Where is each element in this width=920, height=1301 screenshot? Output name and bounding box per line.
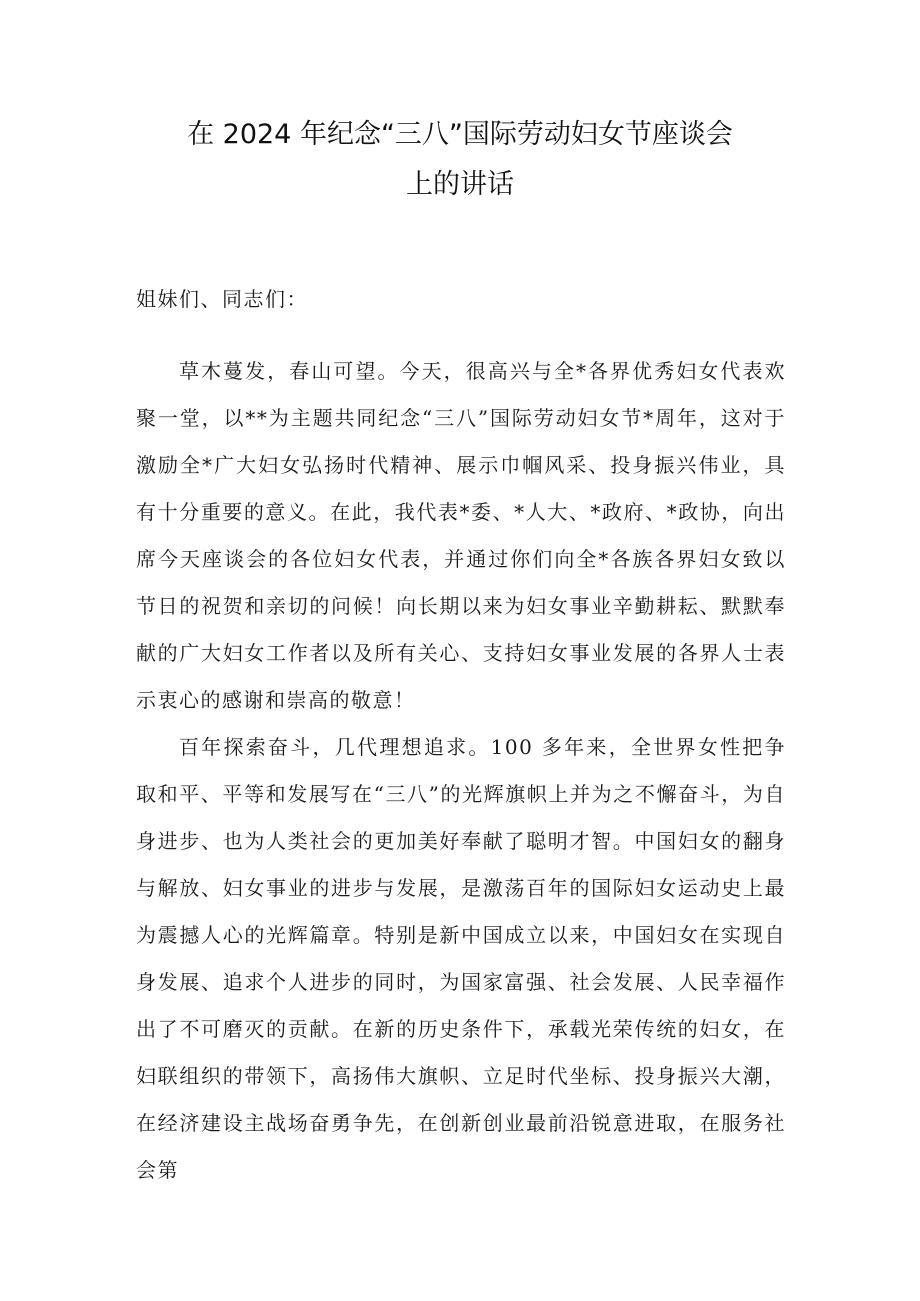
salutation: 姐妹们、同志们： [136, 287, 308, 311]
document-title-line-1: 在 2024 年纪念“三八”国际劳动妇女节座谈会 [187, 119, 733, 150]
document-title-line-2: 上的讲话 [406, 169, 514, 200]
paragraph-2: 百年探索奋斗，几代理想追求。100 多年来，全世界女性把争取和平、平等和发展写在“三八”的光辉旗帜上并为之不懈奋斗，为自身进步、也为人类社会的更加美好奉献了聪明才智。中国妇女的翻身与解放、妇女事业的进步与发展，是激荡百年的国际妇女运动史上最为震撼人心的光辉篇章。特别是新中国成立以来，中国妇女在实现自身发展、追求个人进步的同时，为国家富强、社会发展、人民幸福作出了不可磨灭的贡献。在新的历史条件下，承载光荣传统的妇女，在妇联组织的带领下，高扬伟大旗帜、立足时代坐标、投身振兴大潮，在经济建设主战场奋勇争先，在创新创业最前沿锐意进取，在服务社会第 [136, 735, 786, 1182]
paragraph-1: 草木蔓发，春山可望。今天，很高兴与全*各界优秀妇女代表欢聚一堂，以**为主题共同纪念“三八”国际劳动妇女节*周年，这对于激励全*广大妇女弘扬时代精神、展示巾帼风采、投身振兴伟业，具有十分重要的意义。在此，我代表*委、*人大、*政府、*政协，向出席今天座谈会的各位妇女代表，并通过你们向全*各族各界妇女致以节日的祝贺和亲切的问候！向长期以来为妇女事业辛勤耕耘、默默奉献的广大妇女工作者以及所有关心、支持妇女事业发展的各界人士表示衷心的感谢和崇高的敬意！ [136, 359, 786, 712]
